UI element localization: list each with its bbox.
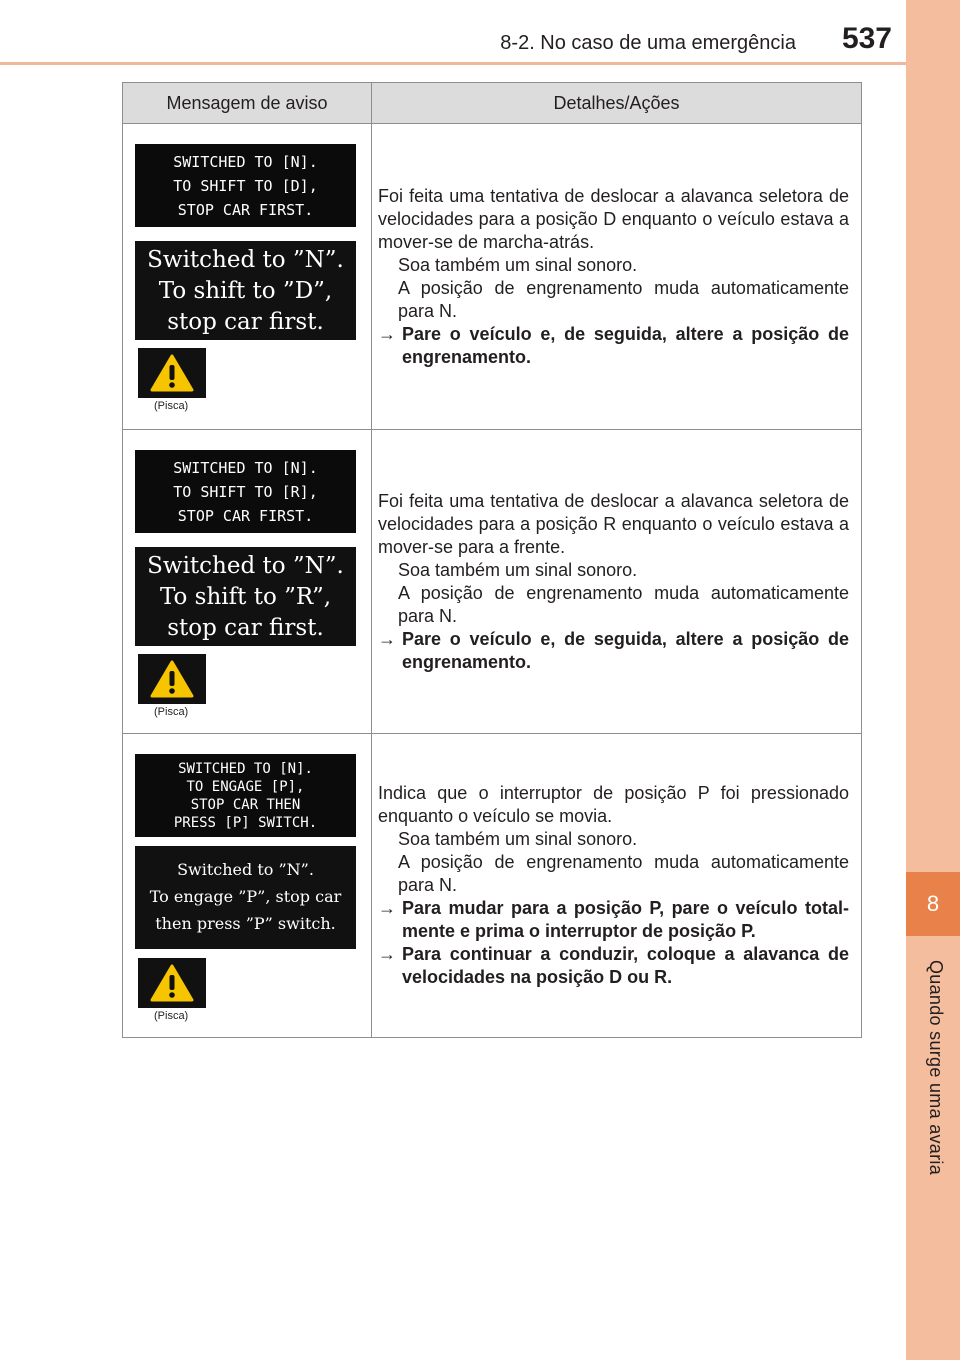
display-line: Switched to ”N”. <box>147 247 344 273</box>
note-text: A posição de engrenamento muda automaticamente para N. <box>398 277 849 321</box>
warning-message-table <box>122 82 862 1038</box>
display-line: TO SHIFT TO [D], <box>173 177 318 195</box>
chapter-number: 8 <box>906 872 960 936</box>
action-item <box>378 943 849 989</box>
chapter-side-tab <box>906 0 960 1360</box>
display-line: STOP CAR FIRST. <box>177 201 314 219</box>
display-line: SWITCHED TO [N]. <box>178 761 313 777</box>
details-cell <box>372 734 862 1038</box>
action-item <box>378 628 849 674</box>
flash-label: (Pisca) <box>154 706 189 718</box>
display-line: To shift to ”D”, <box>158 278 333 304</box>
display-line: To shift to ”R”, <box>159 584 332 610</box>
col-header-warning-message: Mensagem de aviso <box>123 83 372 124</box>
details-cell <box>372 430 862 734</box>
section-title: 8-2. No caso de uma emergência <box>500 32 796 54</box>
table-row <box>123 124 862 430</box>
note-text: A posição de engrenamento muda automaticamente para N. <box>398 852 849 895</box>
display-line: TO SHIFT TO [R], <box>173 483 318 501</box>
warning-message-cell <box>123 734 372 1038</box>
page-number: 537 <box>841 22 892 55</box>
warning-message-cell <box>123 430 372 734</box>
description-text: Foi feita uma tentativa de deslocar a alavanca seletora de velocidades para a posição R enquanto o veículo estava a mover-se para a frente. <box>378 490 849 557</box>
display-line: STOP CAR FIRST. <box>177 507 314 525</box>
arrow-icon: → <box>378 898 396 918</box>
display-line: Switched to ”N”. <box>177 860 314 879</box>
action-item <box>378 897 849 943</box>
display-line: stop car first. <box>167 615 324 641</box>
display-line: To engage ”P”, stop car <box>149 887 342 906</box>
color-display-message <box>135 547 356 646</box>
description-text: Foi feita uma tentativa de deslocar a alavanca seletora de velocidades para a posição D enquanto o veículo estava a mover-se de marcha-atrás. <box>378 185 849 252</box>
note-text: Soa também um sinal sonoro. <box>398 559 638 580</box>
table-header-row <box>123 83 862 124</box>
display-line: Switched to ”N”. <box>147 553 344 579</box>
warning-triangle-icon <box>138 348 206 398</box>
mono-display-message <box>135 144 356 227</box>
warning-triangle-icon <box>138 654 206 704</box>
action-item <box>378 323 849 369</box>
display-line: STOP CAR THEN <box>190 797 301 813</box>
display-line: TO ENGAGE [P], <box>186 779 305 795</box>
arrow-icon: → <box>378 323 396 344</box>
color-display-message <box>135 241 356 340</box>
flash-label: (Pisca) <box>154 1010 189 1022</box>
action-text: Pare o veículo e, de seguida, altere a posição de engrenamento. <box>402 323 849 367</box>
note-text: Soa também um sinal sonoro. <box>398 254 638 275</box>
col-header-details-actions: Detalhes/Ações <box>372 83 862 124</box>
mono-display-message <box>135 754 356 837</box>
arrow-icon: → <box>378 944 396 964</box>
action-text: Para continuar a conduzir, coloque a alavanca de velocidades na posição D ou R. <box>402 944 849 987</box>
color-display-message <box>135 846 356 949</box>
action-text: Pare o veículo e, de seguida, altere a posição de engrenamento. <box>402 628 849 672</box>
action-text: Para mudar para a posição P, pare o veículo total-mente e prima o interruptor de posição P. <box>402 898 849 941</box>
display-line: PRESS [P] SWITCH. <box>173 815 318 831</box>
mono-display-message <box>135 450 356 533</box>
display-line: SWITCHED TO [N]. <box>173 459 318 477</box>
description-text: Indica que o interruptor de posição P foi pressionado enquanto o veículo se movia. <box>378 783 849 826</box>
note-text: Soa também um sinal sonoro. <box>398 829 638 849</box>
display-line: SWITCHED TO [N]. <box>173 153 318 171</box>
table-row <box>123 734 862 1038</box>
warning-message-cell <box>123 124 372 430</box>
header-rule <box>0 62 906 65</box>
chapter-title: Quando surge uma avaria <box>926 960 946 1176</box>
arrow-icon: → <box>378 628 396 649</box>
details-cell <box>372 124 862 430</box>
page-header <box>0 0 906 64</box>
flash-label: (Pisca) <box>154 400 189 412</box>
table-row <box>123 430 862 734</box>
warning-triangle-icon <box>138 958 206 1008</box>
note-text: A posição de engrenamento muda automaticamente para N. <box>398 582 849 626</box>
display-line: stop car first. <box>167 309 324 335</box>
display-line: then press ”P” switch. <box>155 914 336 933</box>
